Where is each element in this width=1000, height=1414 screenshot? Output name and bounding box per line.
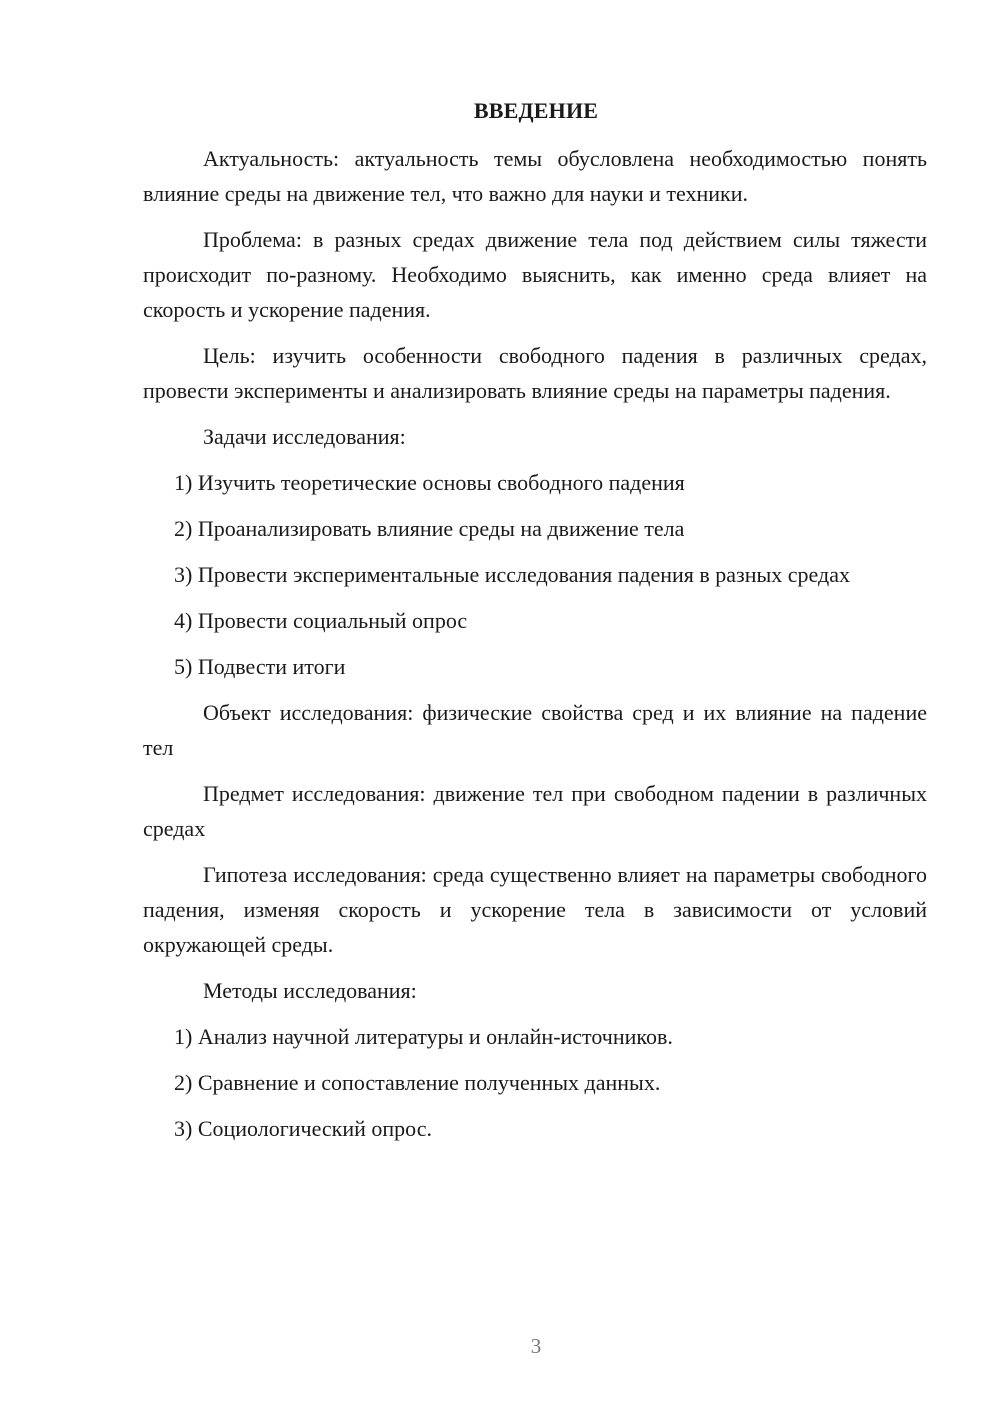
methods-heading: Методы исследования: [203, 978, 417, 1003]
paragraph-hypothesis: Гипотеза исследования: среда существенно влияет на параметры свободного падения, изменяя скорость и ускорение тела в зависимости от условий окружающей среды. [143, 862, 927, 957]
paragraph-relevance: Актуальность: актуальность темы обусловлена необходимостью понять влияние среды на движение тел, что важно для науки и техники. [143, 146, 927, 206]
method-item-1: 1) Анализ научной литературы и онлайн-источников. [174, 1024, 673, 1049]
paragraph-goal: Цель: изучить особенности свободного падения в различных средах, провести эксперименты и анализировать влияние среды на параметры падения. [143, 343, 927, 403]
method-item-3: 3) Социологический опрос. [174, 1116, 432, 1141]
paragraph-problem: Проблема: в разных средах движение тела под действием силы тяжести происходит по-разному. Необходимо выяснить, как именно среда влияет на скорость и ускорение падения. [143, 227, 927, 322]
tasks-heading: Задачи исследования: [203, 424, 406, 449]
section-title: ВВЕДЕНИЕ [473, 98, 599, 123]
method-item-2: 2) Сравнение и сопоставление полученных данных. [174, 1070, 661, 1095]
task-item-2: 2) Проанализировать влияние среды на движение тела [174, 516, 685, 541]
task-item-1: 1) Изучить теоретические основы свободного падения [174, 470, 685, 495]
document-body [143, 141, 927, 1157]
task-item-4: 4) Провести социальный опрос [174, 608, 468, 633]
paragraph-subject: Предмет исследования: движение тел при свободном падении в различных средах [143, 781, 927, 841]
task-item-5: 5) Подвести итоги [174, 654, 346, 679]
task-item-3: 3) Провести экспериментальные исследования падения в разных средах [174, 562, 850, 587]
paragraph-object: Объект исследования: физические свойства сред и их влияние на падение тел [143, 700, 927, 760]
page-number: 3 [530, 1334, 542, 1358]
